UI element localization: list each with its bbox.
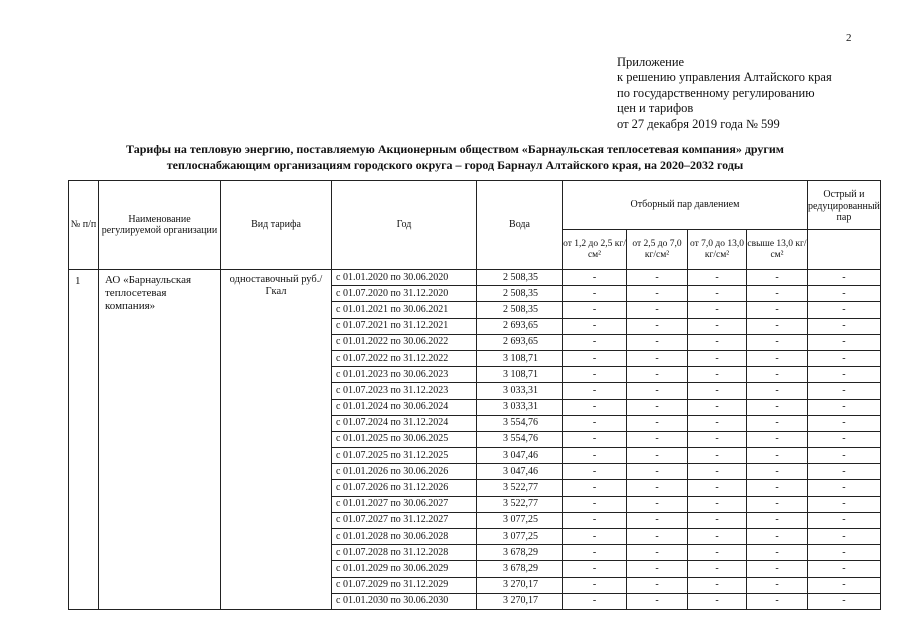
- period-cell: с 01.01.2020 по 30.06.2020: [332, 270, 477, 286]
- period-cell: с 01.01.2021 по 30.06.2021: [332, 302, 477, 318]
- appendix-block: [617, 55, 832, 132]
- empty-tariff-cell: -: [808, 350, 881, 366]
- water-tariff-cell: 3 033,31: [477, 399, 563, 415]
- empty-tariff-cell: -: [688, 286, 747, 302]
- period-cell: с 01.07.2025 по 31.12.2025: [332, 448, 477, 464]
- period-cell: с 01.07.2022 по 31.12.2022: [332, 350, 477, 366]
- empty-tariff-cell: -: [747, 286, 808, 302]
- empty-tariff-cell: -: [747, 334, 808, 350]
- water-tariff-cell: 2 508,35: [477, 302, 563, 318]
- header-year: Год: [332, 181, 477, 270]
- empty-tariff-cell: -: [688, 350, 747, 366]
- empty-tariff-cell: -: [747, 302, 808, 318]
- document-title: [60, 142, 850, 173]
- table-row: [69, 270, 881, 286]
- empty-tariff-cell: -: [688, 480, 747, 496]
- empty-tariff-cell: -: [563, 561, 627, 577]
- empty-tariff-cell: -: [627, 593, 688, 609]
- empty-tariff-cell: -: [808, 399, 881, 415]
- header-steam-3: от 7,0 до 13,0 кг/см²: [688, 230, 747, 270]
- empty-tariff-cell: -: [563, 448, 627, 464]
- empty-tariff-cell: -: [563, 270, 627, 286]
- water-tariff-cell: 3 554,76: [477, 415, 563, 431]
- period-cell: с 01.07.2020 по 31.12.2020: [332, 286, 477, 302]
- empty-tariff-cell: -: [688, 431, 747, 447]
- water-tariff-cell: 3 047,46: [477, 464, 563, 480]
- empty-tariff-cell: -: [627, 383, 688, 399]
- empty-tariff-cell: -: [688, 399, 747, 415]
- empty-tariff-cell: -: [808, 270, 881, 286]
- empty-tariff-cell: -: [627, 496, 688, 512]
- empty-tariff-cell: -: [563, 383, 627, 399]
- empty-tariff-cell: -: [747, 577, 808, 593]
- water-tariff-cell: 3 033,31: [477, 383, 563, 399]
- water-tariff-cell: 2 508,35: [477, 286, 563, 302]
- appendix-line: по государственному регулированию: [617, 85, 815, 100]
- empty-tariff-cell: -: [627, 577, 688, 593]
- empty-tariff-cell: -: [563, 545, 627, 561]
- water-tariff-cell: 3 522,77: [477, 496, 563, 512]
- empty-tariff-cell: -: [627, 286, 688, 302]
- empty-tariff-cell: -: [688, 383, 747, 399]
- empty-tariff-cell: -: [563, 464, 627, 480]
- water-tariff-cell: 3 077,25: [477, 529, 563, 545]
- table-body: [69, 270, 881, 610]
- empty-tariff-cell: -: [688, 561, 747, 577]
- water-tariff-cell: 3 678,29: [477, 545, 563, 561]
- empty-tariff-cell: -: [808, 318, 881, 334]
- empty-tariff-cell: -: [563, 350, 627, 366]
- empty-tariff-cell: -: [747, 496, 808, 512]
- empty-tariff-cell: -: [563, 367, 627, 383]
- empty-tariff-cell: -: [563, 302, 627, 318]
- water-tariff-cell: 2 508,35: [477, 270, 563, 286]
- water-tariff-cell: 3 077,25: [477, 512, 563, 528]
- empty-tariff-cell: -: [808, 431, 881, 447]
- empty-tariff-cell: -: [747, 545, 808, 561]
- water-tariff-cell: 3 108,71: [477, 350, 563, 366]
- period-cell: с 01.07.2026 по 31.12.2026: [332, 480, 477, 496]
- empty-tariff-cell: -: [747, 367, 808, 383]
- empty-tariff-cell: -: [563, 496, 627, 512]
- empty-tariff-cell: -: [747, 480, 808, 496]
- empty-tariff-cell: -: [747, 318, 808, 334]
- appendix-line: к решению управления Алтайского края: [617, 70, 832, 85]
- tariff-table: [68, 180, 881, 610]
- empty-tariff-cell: -: [808, 464, 881, 480]
- empty-tariff-cell: -: [808, 496, 881, 512]
- empty-tariff-cell: -: [627, 480, 688, 496]
- period-cell: с 01.07.2021 по 31.12.2021: [332, 318, 477, 334]
- period-cell: с 01.01.2023 по 30.06.2023: [332, 367, 477, 383]
- empty-tariff-cell: -: [747, 415, 808, 431]
- header-steam-2: от 2,5 до 7,0 кг/см²: [627, 230, 688, 270]
- empty-tariff-cell: -: [808, 367, 881, 383]
- empty-tariff-cell: -: [688, 464, 747, 480]
- page-number: 2: [846, 32, 852, 44]
- empty-tariff-cell: -: [808, 593, 881, 609]
- period-cell: с 01.07.2024 по 31.12.2024: [332, 415, 477, 431]
- empty-tariff-cell: -: [808, 448, 881, 464]
- empty-tariff-cell: -: [627, 448, 688, 464]
- water-tariff-cell: 3 554,76: [477, 431, 563, 447]
- empty-tariff-cell: -: [688, 577, 747, 593]
- period-cell: с 01.07.2029 по 31.12.2029: [332, 577, 477, 593]
- empty-tariff-cell: -: [688, 545, 747, 561]
- empty-tariff-cell: -: [747, 383, 808, 399]
- empty-tariff-cell: -: [688, 334, 747, 350]
- header-sharp-steam-sub: [808, 230, 881, 270]
- water-tariff-cell: 3 270,17: [477, 593, 563, 609]
- water-tariff-cell: 3 522,77: [477, 480, 563, 496]
- period-cell: с 01.07.2028 по 31.12.2028: [332, 545, 477, 561]
- header-steam-4: свыше 13,0 кг/см²: [747, 230, 808, 270]
- appendix-line: от 27 декабря 2019 года № 599: [617, 116, 780, 131]
- empty-tariff-cell: -: [627, 270, 688, 286]
- empty-tariff-cell: -: [808, 561, 881, 577]
- empty-tariff-cell: -: [688, 270, 747, 286]
- empty-tariff-cell: -: [627, 415, 688, 431]
- empty-tariff-cell: -: [747, 350, 808, 366]
- header-organization: Наименование регулируемой организации: [99, 181, 221, 270]
- empty-tariff-cell: -: [627, 464, 688, 480]
- empty-tariff-cell: -: [747, 561, 808, 577]
- period-cell: с 01.07.2023 по 31.12.2023: [332, 383, 477, 399]
- empty-tariff-cell: -: [688, 367, 747, 383]
- empty-tariff-cell: -: [563, 334, 627, 350]
- empty-tariff-cell: -: [563, 480, 627, 496]
- empty-tariff-cell: -: [747, 431, 808, 447]
- empty-tariff-cell: -: [627, 334, 688, 350]
- empty-tariff-cell: -: [563, 529, 627, 545]
- empty-tariff-cell: -: [627, 302, 688, 318]
- empty-tariff-cell: -: [627, 561, 688, 577]
- empty-tariff-cell: -: [688, 318, 747, 334]
- empty-tariff-cell: -: [688, 448, 747, 464]
- period-cell: с 01.01.2024 по 30.06.2024: [332, 399, 477, 415]
- water-tariff-cell: 3 108,71: [477, 367, 563, 383]
- title-line-1: Тарифы на тепловую энергию, поставляемую Акционерным обществом «Барнаульская теплосетевая компания» другим: [126, 142, 784, 156]
- water-tariff-cell: 3 047,46: [477, 448, 563, 464]
- empty-tariff-cell: -: [563, 415, 627, 431]
- empty-tariff-cell: -: [627, 545, 688, 561]
- row-number: 1: [69, 270, 99, 610]
- period-cell: с 01.01.2028 по 30.06.2028: [332, 529, 477, 545]
- empty-tariff-cell: -: [808, 545, 881, 561]
- empty-tariff-cell: -: [808, 529, 881, 545]
- empty-tariff-cell: -: [808, 415, 881, 431]
- empty-tariff-cell: -: [563, 318, 627, 334]
- water-tariff-cell: 3 678,29: [477, 561, 563, 577]
- empty-tariff-cell: -: [808, 383, 881, 399]
- empty-tariff-cell: -: [563, 577, 627, 593]
- empty-tariff-cell: -: [627, 367, 688, 383]
- empty-tariff-cell: -: [563, 593, 627, 609]
- tariff-type: одноставочный руб./Гкал: [221, 270, 332, 610]
- water-tariff-cell: 3 270,17: [477, 577, 563, 593]
- header-steam-group: Отборный пар давлением: [563, 181, 808, 230]
- empty-tariff-cell: -: [808, 334, 881, 350]
- period-cell: с 01.07.2027 по 31.12.2027: [332, 512, 477, 528]
- empty-tariff-cell: -: [627, 399, 688, 415]
- empty-tariff-cell: -: [627, 512, 688, 528]
- empty-tariff-cell: -: [808, 512, 881, 528]
- period-cell: с 01.01.2025 по 30.06.2025: [332, 431, 477, 447]
- empty-tariff-cell: -: [627, 318, 688, 334]
- empty-tariff-cell: -: [747, 464, 808, 480]
- empty-tariff-cell: -: [688, 529, 747, 545]
- header-tariff-type: Вид тарифа: [221, 181, 332, 270]
- period-cell: с 01.01.2022 по 30.06.2022: [332, 334, 477, 350]
- empty-tariff-cell: -: [808, 286, 881, 302]
- empty-tariff-cell: -: [563, 399, 627, 415]
- water-tariff-cell: 2 693,65: [477, 334, 563, 350]
- water-tariff-cell: 2 693,65: [477, 318, 563, 334]
- period-cell: с 01.01.2030 по 30.06.2030: [332, 593, 477, 609]
- appendix-line: Приложение: [617, 55, 685, 69]
- organization-name: АО «Барнаульская теплосетевая компания»: [99, 270, 221, 610]
- empty-tariff-cell: -: [808, 480, 881, 496]
- empty-tariff-cell: -: [688, 593, 747, 609]
- empty-tariff-cell: -: [627, 529, 688, 545]
- empty-tariff-cell: -: [747, 270, 808, 286]
- header-sharp-steam: Острый и редуцированный пар: [808, 181, 881, 230]
- empty-tariff-cell: -: [808, 577, 881, 593]
- empty-tariff-cell: -: [688, 512, 747, 528]
- empty-tariff-cell: -: [688, 302, 747, 318]
- empty-tariff-cell: -: [747, 448, 808, 464]
- header-num: № п/п: [69, 181, 99, 270]
- period-cell: с 01.01.2026 по 30.06.2026: [332, 464, 477, 480]
- empty-tariff-cell: -: [747, 593, 808, 609]
- empty-tariff-cell: -: [747, 512, 808, 528]
- header-steam-1: от 1,2 до 2,5 кг/см²: [563, 230, 627, 270]
- empty-tariff-cell: -: [627, 431, 688, 447]
- period-cell: с 01.01.2029 по 30.06.2029: [332, 561, 477, 577]
- title-line-2: теплоснабжающим организациям городского округа – город Барнаул Алтайского края, на 2020–2032 годы: [166, 157, 744, 172]
- empty-tariff-cell: -: [563, 286, 627, 302]
- appendix-line: цен и тарифов: [617, 101, 694, 116]
- header-water: Вода: [477, 181, 563, 270]
- empty-tariff-cell: -: [688, 415, 747, 431]
- empty-tariff-cell: -: [563, 512, 627, 528]
- empty-tariff-cell: -: [563, 431, 627, 447]
- empty-tariff-cell: -: [627, 350, 688, 366]
- empty-tariff-cell: -: [747, 529, 808, 545]
- empty-tariff-cell: -: [747, 399, 808, 415]
- empty-tariff-cell: -: [688, 496, 747, 512]
- period-cell: с 01.01.2027 по 30.06.2027: [332, 496, 477, 512]
- empty-tariff-cell: -: [808, 302, 881, 318]
